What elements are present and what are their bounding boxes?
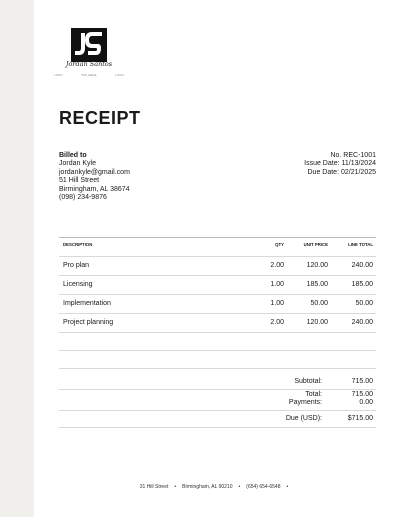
issue-date: Issue Date: 11/13/2024 (304, 160, 376, 168)
due-date: Due Date: 02/21/2025 (307, 168, 376, 176)
receipt-page (34, 0, 400, 517)
tagline-center: TAG HERE (81, 74, 97, 77)
tagline-left: LOGO (54, 74, 63, 77)
brand-logo-icon (71, 28, 107, 62)
billed-phone: (098) 234-9876 (59, 194, 107, 202)
billed-city: Birmingham, AL 38674 (59, 185, 130, 193)
row-unit-price: 120.00 (306, 319, 328, 326)
row-qty: 1.00 (270, 281, 284, 288)
footer-contact (34, 484, 400, 490)
table-top-rule (59, 237, 376, 238)
table-row (59, 314, 376, 332)
footer-separator: • (286, 484, 289, 490)
row-qty: 1.00 (270, 300, 284, 307)
receipt-number: No. REC-1001 (330, 152, 376, 159)
payments-value: 0.00 (359, 399, 373, 406)
billed-name: Jordan Kyle (59, 160, 96, 168)
table-row (59, 257, 376, 275)
document-title: RECEIPT (59, 108, 141, 128)
header-line-total: LINE TOTAL (348, 242, 373, 247)
row-line-total: 185.00 (351, 281, 373, 288)
row-unit-price: 120.00 (306, 262, 328, 269)
footer-separator: • (238, 484, 241, 490)
row-description: Implementation (63, 300, 111, 307)
signature: Jordan Santos (65, 60, 113, 68)
total-value: 715.00 (351, 391, 373, 398)
billed-email: jordankyle@gmail.com (59, 168, 130, 176)
empty-row-rule (59, 350, 376, 351)
due-label: Due (USD): (285, 415, 322, 422)
row-description: Licensing (63, 281, 93, 288)
payments-rule (59, 410, 376, 411)
row-line-total: 240.00 (351, 262, 373, 269)
row-qty: 2.00 (270, 319, 284, 326)
due-value: $715.00 (347, 415, 373, 422)
subtotal-label: Subtotal: (294, 378, 322, 385)
due-rule (59, 427, 376, 428)
footer-city: Birmingham, AL 90210 (182, 484, 233, 490)
billed-to-block (59, 152, 130, 202)
row-description: Pro plan (63, 262, 90, 269)
header-unit-price: UNIT PRICE (303, 242, 328, 247)
row-qty: 2.00 (270, 262, 284, 269)
billed-to-label: Billed to (59, 152, 87, 159)
empty-row-rule (59, 368, 376, 369)
row-unit-price: 185.00 (306, 281, 328, 288)
row-description: Project planning (63, 319, 114, 326)
receipt-meta (304, 152, 376, 177)
total-label: Total: (305, 391, 322, 398)
header-description: DESCRIPTION (63, 242, 93, 247)
payments-label: Payments: (288, 399, 322, 406)
table-row (59, 276, 376, 294)
footer-separator: • (174, 484, 177, 490)
subtotal-rule (59, 389, 376, 390)
tagline-right: LOGO (115, 74, 124, 77)
row-unit-price: 50.00 (310, 300, 328, 307)
table-row (59, 295, 376, 313)
billed-street: 51 Hill Street (59, 177, 100, 185)
header-qty: QTY (275, 242, 284, 247)
footer-street: 31 Hill Street (139, 484, 169, 490)
footer-phone: (654) 654-6548 (246, 484, 281, 490)
subtotal-value: 715.00 (351, 378, 373, 385)
tagline (54, 74, 124, 77)
row-line-total: 50.00 (355, 300, 373, 307)
row-line-total: 240.00 (351, 319, 373, 326)
row-rule (59, 332, 376, 333)
